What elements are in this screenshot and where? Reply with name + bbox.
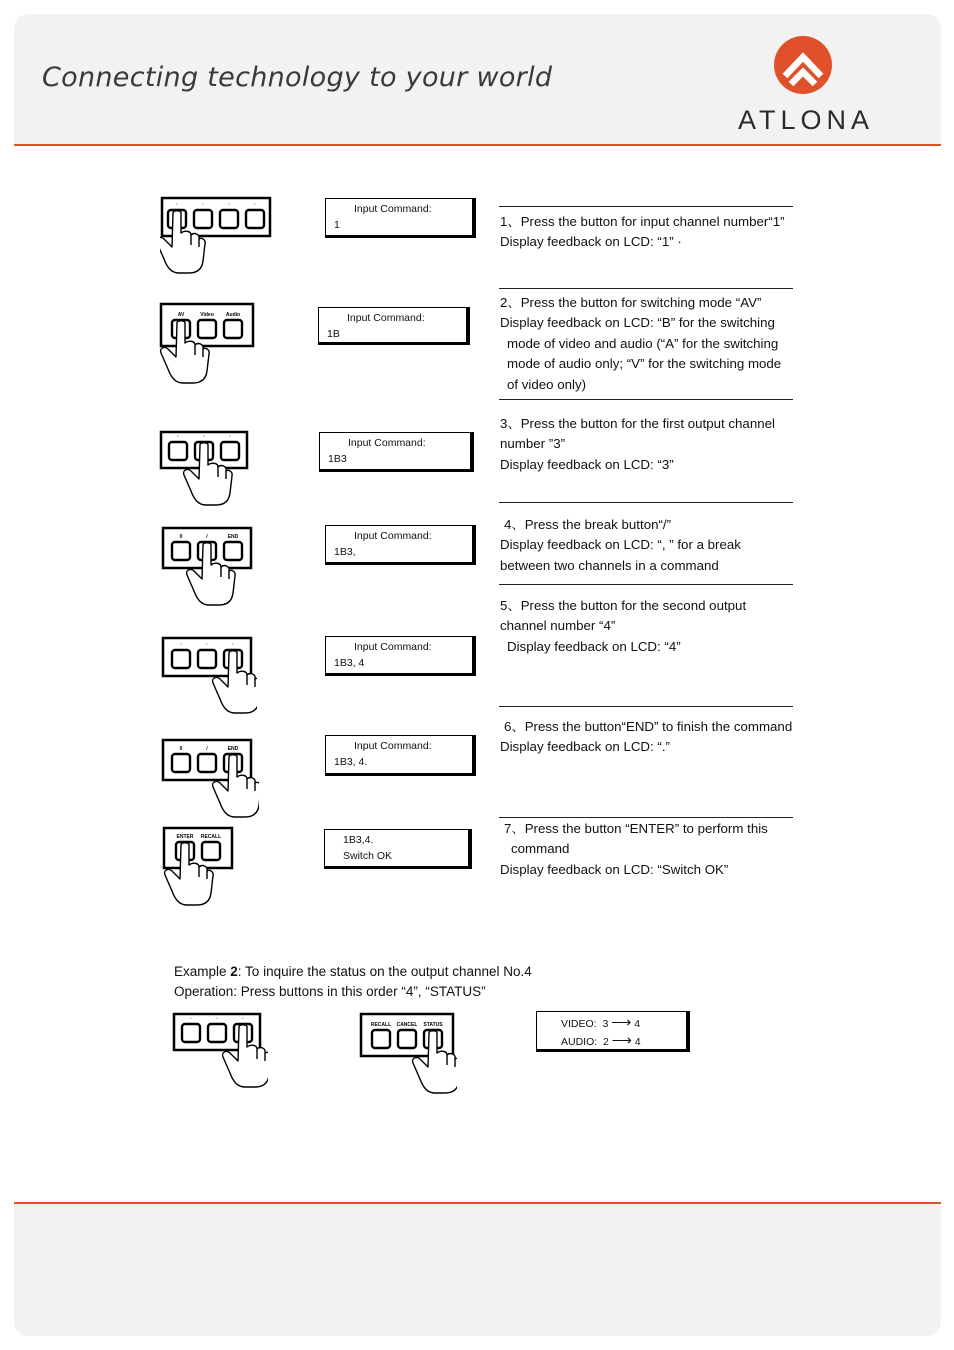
panel-button bbox=[246, 210, 264, 228]
atlona-logo bbox=[696, 36, 918, 136]
panel-button-label: · bbox=[177, 434, 179, 440]
lcd-line: 1B3, bbox=[334, 546, 356, 558]
step-6-button-panel bbox=[161, 738, 259, 824]
panel-button-label: RECALL bbox=[200, 834, 222, 840]
step-2-lcd bbox=[318, 307, 470, 345]
panel-button-label: END bbox=[227, 746, 239, 752]
panel-button-label: · bbox=[203, 434, 205, 440]
step-line: mode of video and audio (“A” for the switching bbox=[507, 335, 779, 351]
step-2-description bbox=[500, 293, 794, 395]
step-5-description bbox=[500, 596, 794, 657]
step-7-description bbox=[500, 819, 794, 880]
step-line: 5、Press the button for the second output bbox=[500, 598, 747, 613]
panel-button bbox=[198, 320, 216, 338]
panel-button-label: · bbox=[176, 202, 178, 208]
lcd-line: Input Command: bbox=[354, 530, 432, 542]
panel-button bbox=[398, 1030, 416, 1048]
panel-button-label: / bbox=[206, 746, 208, 752]
panel-button bbox=[172, 650, 190, 668]
lcd-line: 1B3,4. bbox=[343, 834, 374, 846]
panel-button bbox=[172, 542, 190, 560]
step-1-button-panel bbox=[160, 196, 274, 282]
example-2-heading: Example 2: To inquire the status on the output channel No.4 bbox=[174, 964, 532, 979]
lcd-line: Switch OK bbox=[343, 850, 393, 862]
logo-wordmark: ATLONA bbox=[737, 105, 875, 135]
panel-button-label: END bbox=[227, 534, 239, 540]
step-rule bbox=[499, 399, 793, 400]
lcd-line: Input Command: bbox=[354, 203, 432, 215]
lcd-video-line: VIDEO: 3 ⟶ 4 bbox=[561, 1014, 641, 1030]
panel-button-label: · bbox=[216, 1016, 218, 1022]
example-2-status-panel bbox=[359, 1012, 457, 1098]
panel-button bbox=[169, 442, 187, 460]
step-line: Display feedback on LCD: “1” · bbox=[500, 234, 682, 250]
arrow-right-icon: ⟶ bbox=[611, 1014, 632, 1030]
footer-rule bbox=[14, 1202, 941, 1204]
header-rule bbox=[14, 144, 941, 146]
step-line: of video only) bbox=[507, 376, 587, 392]
lcd-line: Input Command: bbox=[348, 437, 426, 449]
panel-button-label: 0 bbox=[179, 746, 183, 752]
step-5-lcd bbox=[325, 636, 476, 676]
panel-button bbox=[221, 442, 239, 460]
step-line: 1、Press the button for input channel number“1” bbox=[500, 214, 785, 229]
content-area bbox=[14, 146, 941, 1204]
panel-button bbox=[220, 210, 238, 228]
step-line: 4、Press the break button“/” bbox=[504, 517, 672, 532]
step-line: 2、Press the button for switching mode “AV” bbox=[500, 295, 762, 310]
step-3-button-panel bbox=[159, 430, 251, 514]
step-3-description bbox=[500, 414, 794, 475]
step-line: mode of audio only; “V” for the switching mode bbox=[507, 356, 782, 372]
step-rule bbox=[499, 288, 793, 289]
panel-button bbox=[202, 842, 220, 860]
step-line: number ”3” bbox=[500, 436, 566, 452]
lcd-line: 1B3, 4. bbox=[334, 756, 368, 768]
step-line: Display feedback on LCD: “4” bbox=[507, 638, 681, 654]
step-1-lcd bbox=[325, 198, 476, 238]
panel-button-label: · bbox=[232, 642, 234, 648]
panel-button-label: Video bbox=[200, 312, 214, 318]
step-line: 7、Press the button “ENTER” to perform this bbox=[504, 821, 768, 836]
step-4-lcd bbox=[325, 525, 476, 565]
panel-button bbox=[208, 1024, 226, 1042]
step-rule bbox=[499, 502, 793, 503]
lcd-line: 1B3 bbox=[328, 453, 347, 465]
lcd-line: Input Command: bbox=[347, 312, 425, 324]
step-1-description bbox=[500, 212, 794, 253]
panel-button bbox=[372, 1030, 390, 1048]
panel-button-label: ENTER bbox=[176, 834, 194, 840]
panel-button-label: · bbox=[180, 642, 182, 648]
step-6-description bbox=[500, 717, 794, 758]
step-line: Display feedback on LCD: “, ” for a break bbox=[500, 537, 741, 553]
step-rule bbox=[499, 584, 793, 585]
step-line: command bbox=[511, 841, 570, 857]
step-rule bbox=[499, 817, 793, 818]
step-4-description bbox=[500, 515, 794, 576]
lcd-audio-line: AUDIO: 2 ⟶ 4 bbox=[561, 1032, 641, 1048]
panel-button-label: · bbox=[228, 202, 230, 208]
step-rule bbox=[499, 706, 793, 707]
header-tagline: Connecting technology to your world bbox=[42, 62, 553, 93]
panel-button bbox=[224, 542, 242, 560]
step-7-button-panel bbox=[162, 826, 238, 912]
panel-button-label: STATUS bbox=[423, 1022, 443, 1028]
lcd-line: 1B3, 4 bbox=[334, 657, 365, 669]
step-5-button-panel bbox=[161, 636, 257, 722]
logo-emblem-icon bbox=[774, 36, 832, 94]
step-line: channel number “4” bbox=[500, 618, 616, 634]
panel-button bbox=[224, 320, 242, 338]
panel-button-label: RECALL bbox=[370, 1022, 392, 1028]
panel-button-label: Audio bbox=[225, 312, 241, 318]
panel-button bbox=[194, 210, 212, 228]
step-line: Display feedback on LCD: “Switch OK” bbox=[500, 861, 729, 877]
panel-button-label: · bbox=[242, 1016, 244, 1022]
example-2-lcd bbox=[536, 1011, 690, 1052]
panel-button-label: · bbox=[229, 434, 231, 440]
panel-button-label: AV bbox=[177, 312, 185, 318]
panel-button-label: · bbox=[202, 202, 204, 208]
panel-frame bbox=[164, 828, 232, 868]
panel-button-label: / bbox=[206, 534, 208, 540]
step-line: 3、Press the button for the first output channel bbox=[500, 416, 775, 431]
panel-button-label: · bbox=[190, 1016, 192, 1022]
step-7-lcd bbox=[324, 829, 472, 869]
step-line: Display feedback on LCD: “B” for the switching bbox=[500, 315, 775, 331]
step-line: Display feedback on LCD: “3” bbox=[500, 456, 674, 472]
example-2-number-panel bbox=[172, 1012, 268, 1096]
step-line: 6、Press the button“END” to finish the command bbox=[504, 719, 793, 734]
step-rule bbox=[499, 206, 793, 207]
lcd-line: 1 bbox=[334, 219, 340, 231]
step-2-button-panel bbox=[159, 302, 257, 392]
panel-button-label: · bbox=[254, 202, 256, 208]
panel-button-label: · bbox=[206, 642, 208, 648]
step-line: between two channels in a command bbox=[500, 557, 719, 573]
step-6-lcd bbox=[325, 735, 476, 776]
lcd-line: 1B bbox=[327, 328, 340, 340]
panel-button-label: CANCEL bbox=[396, 1022, 418, 1028]
panel-button bbox=[172, 754, 190, 772]
panel-button bbox=[182, 1024, 200, 1042]
lcd-line: Input Command: bbox=[354, 740, 432, 752]
example-2-operation: Operation: Press buttons in this order “4”, “STATUS” bbox=[174, 984, 486, 999]
step-line: Display feedback on LCD: “.” bbox=[500, 739, 670, 755]
panel-button-label: 0 bbox=[179, 534, 183, 540]
arrow-right-icon: ⟶ bbox=[611, 1032, 632, 1048]
step-3-lcd bbox=[319, 432, 474, 472]
panel-button bbox=[198, 650, 216, 668]
panel-button bbox=[198, 754, 216, 772]
step-4-button-panel bbox=[161, 526, 255, 610]
lcd-line: Input Command: bbox=[354, 641, 432, 653]
